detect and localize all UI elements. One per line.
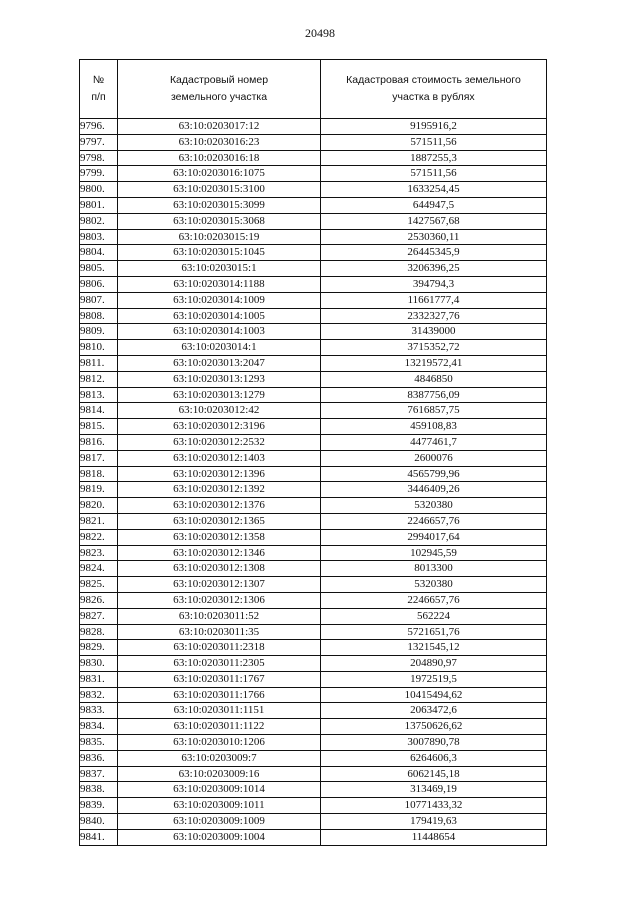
table-row	[80, 450, 547, 466]
cadastral-number-cell: 63:10:0203009:7	[118, 750, 321, 766]
row-number: 9826.	[80, 592, 118, 608]
cadastral-number-cell: 63:10:0203012:1392	[118, 482, 321, 498]
cadastral-number-cell: 63:10:0203013:1293	[118, 371, 321, 387]
cadastral-value-cell: 179419,63	[321, 814, 547, 830]
cadastral-number-cell: 63:10:0203009:16	[118, 766, 321, 782]
row-number: 9814.	[80, 403, 118, 419]
header-number-line-1: №	[92, 74, 105, 86]
cadastral-number-cell: 63:10:0203012:1346	[118, 545, 321, 561]
row-number: 9830.	[80, 656, 118, 672]
cadastral-number-cell: 63:10:0203011:35	[118, 624, 321, 640]
table-row	[80, 182, 547, 198]
table-row	[80, 782, 547, 798]
table-row	[80, 213, 547, 229]
cadastral-value-cell: 459108,83	[321, 419, 547, 435]
cadastral-value-cell: 3007890,78	[321, 735, 547, 751]
table-row	[80, 340, 547, 356]
table-row	[80, 134, 547, 150]
table-row	[80, 498, 547, 514]
table-row	[80, 150, 547, 166]
row-number: 9796.	[80, 119, 118, 135]
cadastral-number-cell: 63:10:0203015:3099	[118, 197, 321, 213]
page-number: 20498	[305, 26, 335, 40]
cadastral-value-cell: 6264606,3	[321, 750, 547, 766]
cadastral-number-cell: 63:10:0203012:1376	[118, 498, 321, 514]
cadastral-value-cell: 5320380	[321, 577, 547, 593]
cadastral-value-cell: 4477461,7	[321, 434, 547, 450]
row-number: 9810.	[80, 340, 118, 356]
cadastral-number-cell: 63:10:0203016:1075	[118, 166, 321, 182]
cadastral-number-cell: 63:10:0203012:3196	[118, 419, 321, 435]
table-row	[80, 703, 547, 719]
row-number: 9816.	[80, 434, 118, 450]
cadastral-number-cell: 63:10:0203012:1306	[118, 592, 321, 608]
cadastral-value-cell: 2600076	[321, 450, 547, 466]
table-row	[80, 687, 547, 703]
table-row	[80, 719, 547, 735]
row-number: 9808.	[80, 308, 118, 324]
row-number: 9817.	[80, 450, 118, 466]
table-row	[80, 766, 547, 782]
cadastral-number-cell: 63:10:0203009:1004	[118, 829, 321, 845]
row-number: 9809.	[80, 324, 118, 340]
cadastral-number-cell: 63:10:0203015:1045	[118, 245, 321, 261]
table-body	[80, 119, 547, 846]
cadastral-value-cell: 1427567,68	[321, 213, 547, 229]
row-number: 9804.	[80, 245, 118, 261]
cadastral-number-cell: 63:10:0203012:1308	[118, 561, 321, 577]
cadastral-value-cell: 1321545,12	[321, 640, 547, 656]
row-number: 9823.	[80, 545, 118, 561]
table-row	[80, 119, 547, 135]
cadastral-value-cell: 2063472,6	[321, 703, 547, 719]
cadastral-number-cell: 63:10:0203012:2532	[118, 434, 321, 450]
table-row	[80, 245, 547, 261]
cadastral-value-cell: 10771433,32	[321, 798, 547, 814]
row-number: 9797.	[80, 134, 118, 150]
cadastral-value-cell: 7616857,75	[321, 403, 547, 419]
table-row	[80, 229, 547, 245]
cadastral-value-cell: 394794,3	[321, 276, 547, 292]
table-row	[80, 608, 547, 624]
row-number: 9805.	[80, 261, 118, 277]
cadastral-value-cell: 6062145,18	[321, 766, 547, 782]
table-row	[80, 577, 547, 593]
row-number: 9815.	[80, 419, 118, 435]
row-number: 9824.	[80, 561, 118, 577]
cadastral-number-cell: 63:10:0203011:52	[118, 608, 321, 624]
cadastral-value-cell: 2530360,11	[321, 229, 547, 245]
cadastral-value-cell: 11448654	[321, 829, 547, 845]
cadastral-value-cell: 8013300	[321, 561, 547, 577]
cadastral-value-cell: 13750626,62	[321, 719, 547, 735]
table-row	[80, 735, 547, 751]
header-value-line-2: участка в рублях	[392, 91, 475, 103]
cadastral-number-cell: 63:10:0203011:1151	[118, 703, 321, 719]
table-row	[80, 403, 547, 419]
cadastral-value-cell: 2994017,64	[321, 529, 547, 545]
row-number: 9834.	[80, 719, 118, 735]
cadastral-number-cell: 63:10:0203011:1766	[118, 687, 321, 703]
table-row	[80, 419, 547, 435]
table-row	[80, 529, 547, 545]
row-number: 9832.	[80, 687, 118, 703]
table-row	[80, 197, 547, 213]
table-row	[80, 798, 547, 814]
table-row	[80, 466, 547, 482]
cadastral-number-cell: 63:10:0203015:3068	[118, 213, 321, 229]
cadastral-value-cell: 5721651,76	[321, 624, 547, 640]
cadastral-value-cell: 13219572,41	[321, 355, 547, 371]
header-number	[80, 60, 118, 119]
row-number: 9812.	[80, 371, 118, 387]
cadastral-value-cell: 1633254,45	[321, 182, 547, 198]
header-cadastral-line-2: земельного участка	[170, 91, 268, 103]
cadastral-value-cell: 1972519,5	[321, 671, 547, 687]
row-number: 9836.	[80, 750, 118, 766]
cadastral-number-cell: 63:10:0203014:1003	[118, 324, 321, 340]
row-number: 9801.	[80, 197, 118, 213]
row-number: 9833.	[80, 703, 118, 719]
cadastral-value-cell: 11661777,4	[321, 292, 547, 308]
table-row	[80, 624, 547, 640]
row-number: 9822.	[80, 529, 118, 545]
cadastral-value-cell: 1887255,3	[321, 150, 547, 166]
cadastral-number-cell: 63:10:0203016:23	[118, 134, 321, 150]
cadastral-value-cell: 644947,5	[321, 197, 547, 213]
row-number: 9820.	[80, 498, 118, 514]
table-header-row	[80, 60, 547, 119]
table-row	[80, 513, 547, 529]
table-row	[80, 166, 547, 182]
cadastral-number-cell: 63:10:0203012:1307	[118, 577, 321, 593]
table-row	[80, 561, 547, 577]
cadastral-number-cell: 63:10:0203012:1403	[118, 450, 321, 466]
cadastral-value-cell: 3446409,26	[321, 482, 547, 498]
cadastral-number-cell: 63:10:0203013:2047	[118, 355, 321, 371]
row-number: 9800.	[80, 182, 118, 198]
table-row	[80, 387, 547, 403]
table-row	[80, 750, 547, 766]
table-row	[80, 276, 547, 292]
table-row	[80, 482, 547, 498]
cadastral-value-cell: 4565799,96	[321, 466, 547, 482]
row-number: 9818.	[80, 466, 118, 482]
cadastral-value-cell: 4846850	[321, 371, 547, 387]
cadastral-value-cell: 26445345,9	[321, 245, 547, 261]
row-number: 9807.	[80, 292, 118, 308]
row-number: 9827.	[80, 608, 118, 624]
row-number: 9829.	[80, 640, 118, 656]
row-number: 9802.	[80, 213, 118, 229]
cadastral-number-cell: 63:10:0203014:1005	[118, 308, 321, 324]
row-number: 9835.	[80, 735, 118, 751]
cadastral-value-cell: 102945,59	[321, 545, 547, 561]
cadastral-number-cell: 63:10:0203011:1767	[118, 671, 321, 687]
row-number: 9821.	[80, 513, 118, 529]
table-row	[80, 671, 547, 687]
row-number: 9799.	[80, 166, 118, 182]
cadastral-number-cell: 63:10:0203013:1279	[118, 387, 321, 403]
cadastral-value-cell: 3715352,72	[321, 340, 547, 356]
cadastral-value-cell: 2246657,76	[321, 592, 547, 608]
cadastral-number-cell: 63:10:0203015:19	[118, 229, 321, 245]
cadastral-number-cell: 63:10:0203009:1011	[118, 798, 321, 814]
table-row	[80, 640, 547, 656]
header-cadastral-value	[321, 60, 547, 119]
cadastral-number-cell: 63:10:0203015:3100	[118, 182, 321, 198]
row-number: 9840.	[80, 814, 118, 830]
cadastral-value-cell: 8387756,09	[321, 387, 547, 403]
cadastral-value-cell: 5320380	[321, 498, 547, 514]
cadastral-value-cell: 571511,56	[321, 166, 547, 182]
cadastral-value-cell: 2332327,76	[321, 308, 547, 324]
cadastral-number-cell: 63:10:0203016:18	[118, 150, 321, 166]
table-row	[80, 545, 547, 561]
cadastral-value-cell: 562224	[321, 608, 547, 624]
row-number: 9837.	[80, 766, 118, 782]
cadastral-number-cell: 63:10:0203012:1358	[118, 529, 321, 545]
cadastral-number-cell: 63:10:0203014:1009	[118, 292, 321, 308]
cadastral-number-cell: 63:10:0203015:1	[118, 261, 321, 277]
cadastral-value-cell: 3206396,25	[321, 261, 547, 277]
cadastral-value-cell: 2246657,76	[321, 513, 547, 529]
cadastral-number-cell: 63:10:0203017:12	[118, 119, 321, 135]
row-number: 9828.	[80, 624, 118, 640]
cadastral-value-cell: 204890,97	[321, 656, 547, 672]
cadastral-number-cell: 63:10:0203014:1	[118, 340, 321, 356]
cadastral-value-cell: 571511,56	[321, 134, 547, 150]
row-number: 9803.	[80, 229, 118, 245]
header-value-line-1: Кадастровая стоимость земельного	[346, 74, 521, 86]
table-row	[80, 355, 547, 371]
table-row	[80, 434, 547, 450]
row-number: 9838.	[80, 782, 118, 798]
table-row	[80, 324, 547, 340]
row-number: 9811.	[80, 355, 118, 371]
cadastral-number-cell: 63:10:0203012:42	[118, 403, 321, 419]
cadastral-number-cell: 63:10:0203012:1396	[118, 466, 321, 482]
header-number-line-2: п/п	[91, 91, 106, 103]
table-row	[80, 261, 547, 277]
row-number: 9839.	[80, 798, 118, 814]
table-row	[80, 656, 547, 672]
row-number: 9841.	[80, 829, 118, 845]
table-row	[80, 592, 547, 608]
table-row	[80, 292, 547, 308]
row-number: 9813.	[80, 387, 118, 403]
table-row	[80, 829, 547, 845]
row-number: 9831.	[80, 671, 118, 687]
cadastral-number-cell: 63:10:0203011:2305	[118, 656, 321, 672]
table-row	[80, 814, 547, 830]
table-row	[80, 308, 547, 324]
cadastral-number-cell: 63:10:0203014:1188	[118, 276, 321, 292]
row-number: 9806.	[80, 276, 118, 292]
row-number: 9825.	[80, 577, 118, 593]
cadastral-value-table	[79, 59, 547, 846]
cadastral-number-cell: 63:10:0203011:1122	[118, 719, 321, 735]
cadastral-value-cell: 31439000	[321, 324, 547, 340]
table-row	[80, 371, 547, 387]
cadastral-value-cell: 9195916,2	[321, 119, 547, 135]
cadastral-value-cell: 10415494,62	[321, 687, 547, 703]
cadastral-number-cell: 63:10:0203009:1014	[118, 782, 321, 798]
header-cadastral-number	[118, 60, 321, 119]
cadastral-value-cell: 313469,19	[321, 782, 547, 798]
cadastral-number-cell: 63:10:0203009:1009	[118, 814, 321, 830]
row-number: 9798.	[80, 150, 118, 166]
cadastral-number-cell: 63:10:0203011:2318	[118, 640, 321, 656]
header-cadastral-line-1: Кадастровый номер	[169, 74, 269, 86]
row-number: 9819.	[80, 482, 118, 498]
cadastral-number-cell: 63:10:0203010:1206	[118, 735, 321, 751]
cadastral-number-cell: 63:10:0203012:1365	[118, 513, 321, 529]
